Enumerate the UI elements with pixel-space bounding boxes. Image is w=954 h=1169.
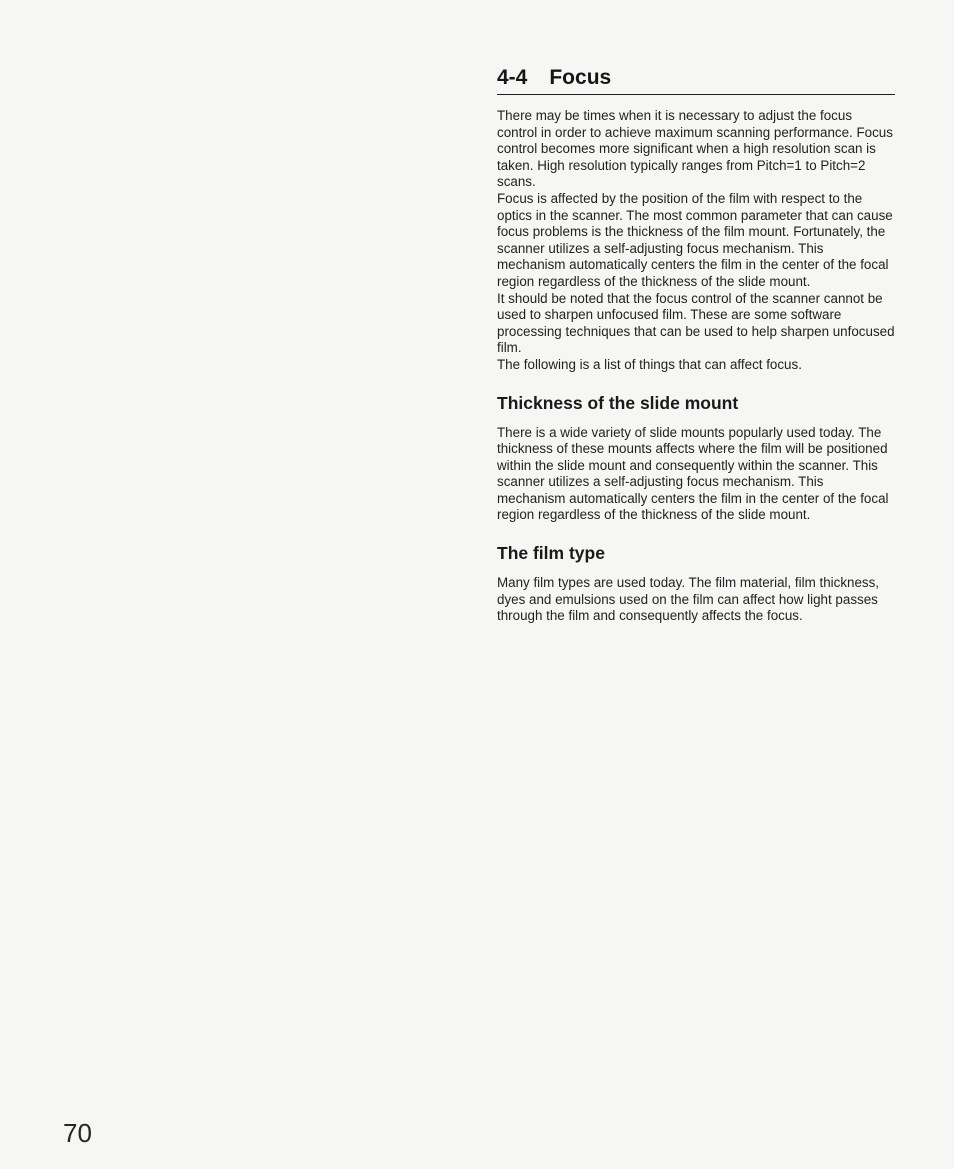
- subsection-title-slide-mount: Thickness of the slide mount: [497, 392, 739, 413]
- subsection-title-film-type: The film type: [497, 543, 605, 564]
- subsection-text-film-type: Many film types are used today. The film material, film thickness, dyes and emulsions used on the film can affect how light passes through the film and consequently affects the focus.: [497, 575, 880, 624]
- section-heading: [497, 66, 895, 95]
- focus-intro-paragraph: There may be times when it is necessary to adjust the focus control in order to achieve maximum scanning performance. Focus control becomes more significant when a high resolution scan is taken. High resolution typically ranges from Pitch=1 to Pitch=2 scans.: [497, 108, 893, 190]
- text-column: [497, 66, 895, 625]
- focus-list-intro-paragraph: The following is a list of things that can affect focus.: [497, 356, 802, 372]
- focus-note-paragraph: It should be noted that the focus control of the scanner cannot be used to sharpen unfocused film. These are some software processing techniques that can be used to help sharpen unfocused film.: [497, 290, 895, 356]
- focus-position-paragraph: Focus is affected by the position of the film with respect to the optics in the scanner. The most common parameter that can cause focus problems is the thickness of the film mount. Fortunately, the scanner utilizes a self-adjusting focus mechanism. This mechanism automatically centers the film in the center of the focal region regardless of the thickness of the slide mount.: [497, 190, 893, 289]
- page-number: 70: [63, 1118, 92, 1148]
- section-title: Focus: [549, 66, 612, 89]
- show-through-text: [110, 70, 163, 92]
- section-number: 4-4: [497, 66, 528, 89]
- subsection-text-slide-mount: There is a wide variety of slide mounts popularly used today. The thickness of these mounts affects where the film will be positioned within the slide mount and consequently within the scanner. This scanner utilizes a self-adjusting focus mechanism. This mechanism automatically centers the film in the center of the focal region regardless of the thickness of the slide mount.: [497, 424, 889, 523]
